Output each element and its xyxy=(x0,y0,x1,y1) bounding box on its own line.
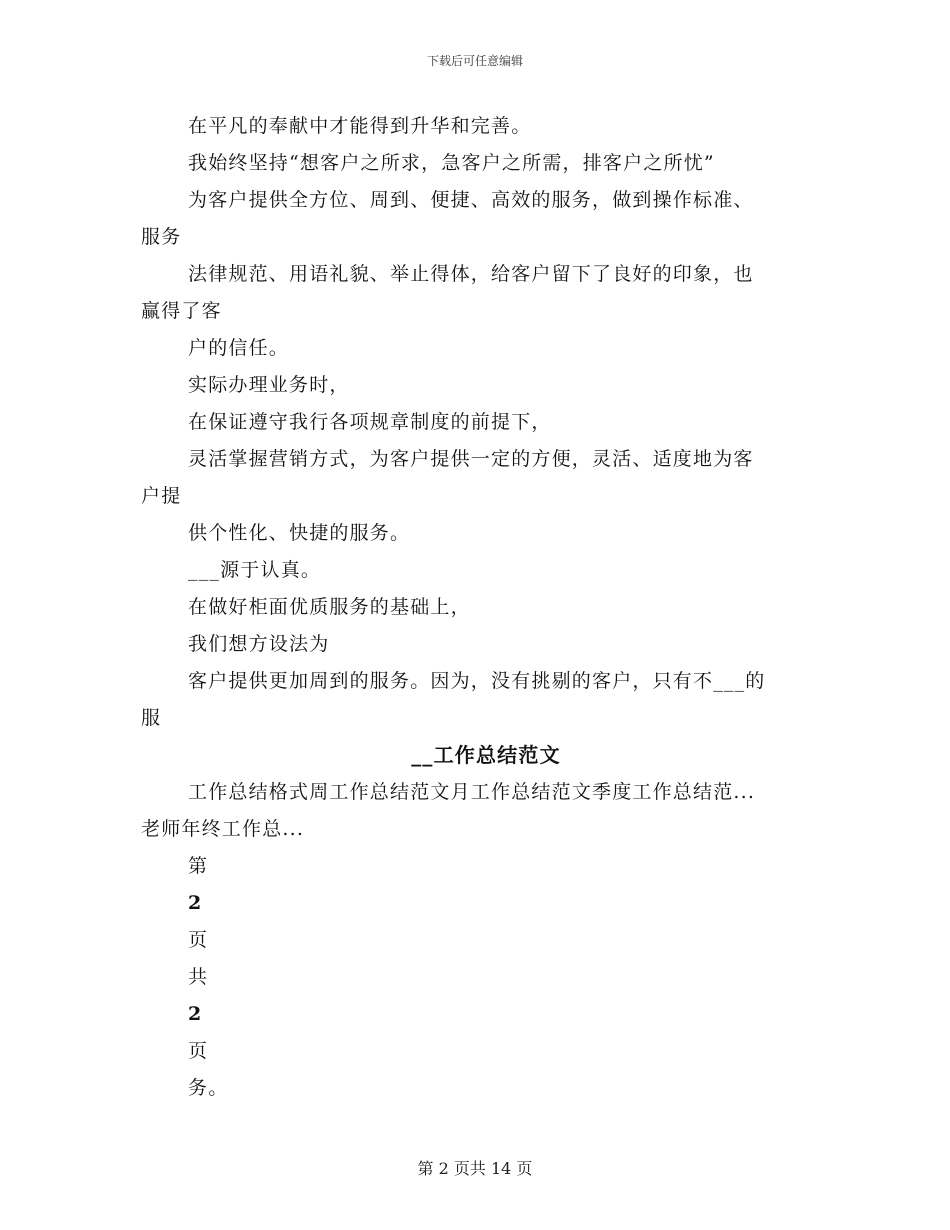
text-line: 服 xyxy=(141,707,162,729)
page-marker-line: 共 xyxy=(188,966,209,988)
text-line: 我始终坚持“想客户之所求，急客户之所需，排客户之所忧” xyxy=(188,152,715,174)
text-line: 供个性化、快捷的服务。 xyxy=(188,522,411,544)
text-line: 户的信任。 xyxy=(188,337,290,359)
page-marker-line: 页 xyxy=(188,929,209,951)
text-line: 为客户提供全方位、周到、便捷、高效的服务，做到操作标准、 xyxy=(188,189,754,211)
text-line: 在做好柜面优质服务的基础上， xyxy=(188,596,471,618)
text-line: 服务 xyxy=(141,226,182,248)
text-line: 法律规范、用语礼貌、举止得体，给客户留下了良好的印象，也 xyxy=(188,263,754,285)
text-line: 在平凡的奉献中才能得到升华和完善。 xyxy=(188,115,532,137)
text-line: 赢得了客 xyxy=(141,300,222,322)
section-title: __工作总结范文 xyxy=(411,743,561,767)
text-line: 实际办理业务时， xyxy=(188,374,350,396)
text-line: 我们想方设法为 xyxy=(188,633,330,655)
text-line: 户提 xyxy=(141,485,182,507)
text-line: 灵活掌握营销方式，为客户提供一定的方便，灵活、适度地为客 xyxy=(188,448,754,470)
summary-line: 老师年终工作总... xyxy=(141,818,305,840)
summary-line: 工作总结格式周工作总结范文月工作总结范文季度工作总结范... xyxy=(188,781,756,803)
text-line: 务。 xyxy=(188,1077,229,1099)
text-line: 客户提供更加周到的服务。因为，没有挑剔的客户，只有不___的 xyxy=(188,670,766,692)
text-line: 在保证遵守我行各项规章制度的前提下， xyxy=(188,411,552,433)
page-marker-line: 2 xyxy=(188,892,203,914)
page-marker-line: 页 xyxy=(188,1040,209,1062)
page-marker-line: 2 xyxy=(188,1003,203,1025)
page-header: 下载后可任意编辑 xyxy=(426,54,523,68)
text-line: ___源于认真。 xyxy=(188,559,322,581)
page-footer: 第 2 页共 14 页 xyxy=(417,1159,533,1178)
document-body xyxy=(141,108,821,1107)
page-marker-line: 第 xyxy=(188,855,209,877)
